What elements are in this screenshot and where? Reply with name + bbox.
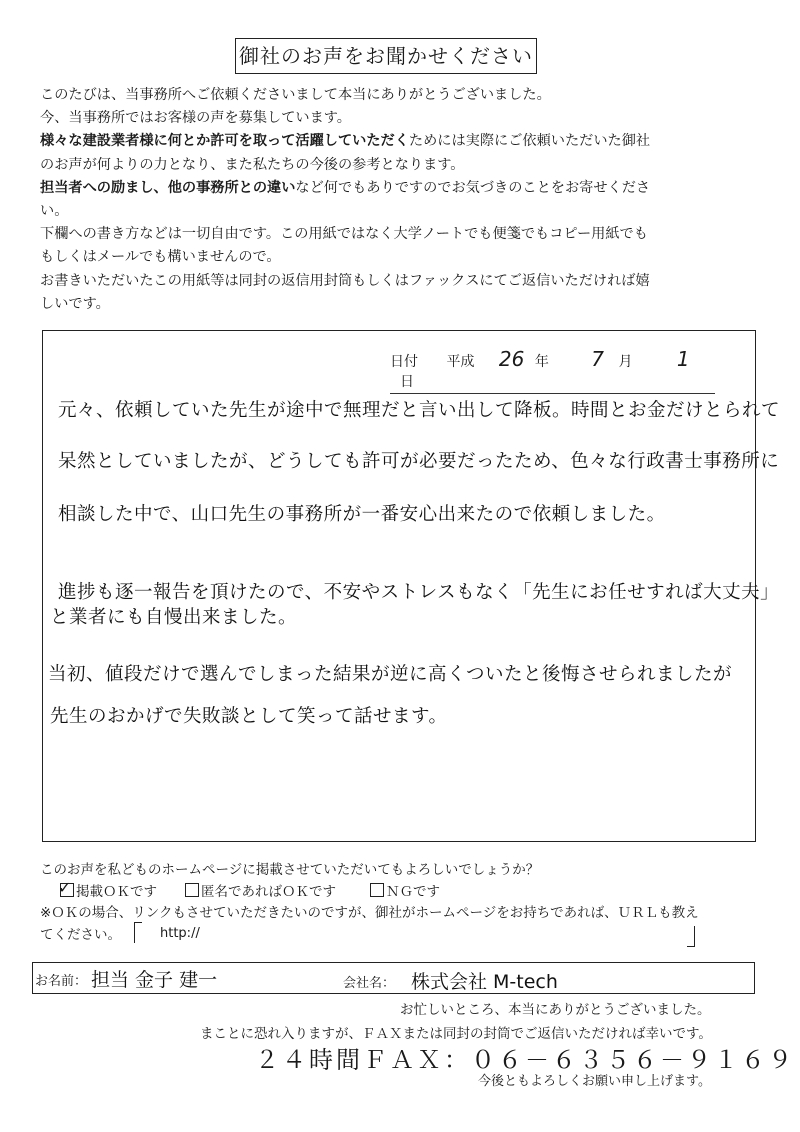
consent-ok-label: 掲載ＯＫです [76, 884, 157, 900]
date-label: 日付 [390, 354, 418, 370]
handwritten-line: 呆然としていましたが、どうしても許可が必要だったため、色々な行政書士事務所に [58, 451, 780, 472]
consent-ng-label: ＮＧです [386, 884, 440, 900]
date-day: 1 [676, 347, 690, 371]
intro-line: い。 [40, 203, 69, 220]
intro-line [40, 130, 760, 153]
intro-line: しいです。 [40, 295, 110, 312]
page-title: 御社のお声をお聞かせください [235, 38, 537, 74]
footer-thanks: お忙しいところ、本当にありがとうございました。 [400, 1002, 711, 1018]
date-month: 7 [591, 347, 604, 371]
handwritten-line: 元々、依頼していた先生が途中で無理だと言い出して降板。時間とお金だけとられて [58, 400, 781, 421]
consent-ng-option[interactable] [370, 880, 440, 900]
date-year-unit: 年 [534, 354, 549, 370]
consent-anonymous-label: 匿名であればＯＫです [201, 884, 336, 900]
consent-anonymous-checkbox[interactable] [185, 883, 199, 897]
url-bracket-left [134, 922, 142, 943]
intro-rest: など何でもありですのでお気づきのことをお寄せくださ [295, 179, 651, 196]
handwritten-line: 当初、値段だけで選んでしまった結果が逆に高くついたと後悔させられましたが [48, 664, 733, 685]
date-line [390, 347, 715, 394]
date-day-unit: 日 [400, 374, 414, 390]
link-note-line: てください。 [40, 927, 121, 943]
intro-line: 今、当事務所ではお客様の声を募集しています。 [40, 110, 351, 127]
url-bracket-right [687, 926, 695, 947]
handwritten-line: と業者にも自慢出来ました。 [50, 607, 298, 628]
footer-request: まことに恐れ入りますが、ＦＡＸまたは同封の封筒でご返信いただければ幸いです。 [200, 1026, 712, 1042]
consent-ok-checkbox[interactable] [58, 878, 74, 897]
date-month-unit: 月 [618, 354, 633, 370]
check-icon: ✓ [58, 878, 72, 897]
consent-question: このお声を私どものホームページに掲載させていただいてもよろしいでしょうか？ [40, 862, 540, 878]
link-note [40, 902, 760, 946]
consent-anonymous-option[interactable] [185, 880, 336, 900]
name-value: 担当 金子 建一 [91, 969, 218, 991]
url-field[interactable]: http:// [160, 926, 200, 941]
handwritten-line: 相談した中で、山口先生の事務所が一番安心出来たので依頼しました。 [58, 504, 666, 525]
name-company-row [32, 962, 755, 994]
intro-line: のお声が何よりの力となり、また私たちの今後の参考となります。 [40, 156, 465, 173]
intro-line: もしくはメールでも構いませんので。 [40, 249, 281, 266]
fax-number: ２４時間ＦＡＸ：０６－６３５６－９１６９ [255, 1046, 795, 1074]
link-note-line: ※ＯＫの場合、リンクもさせていただきたいのですが、御社がホームページをお持ちであれば、ＵＲＬも教え [40, 905, 699, 921]
consent-ng-checkbox[interactable] [370, 883, 384, 897]
date-year: 26 [498, 347, 525, 371]
intro-line: 下欄への書き方などは一切自由です。この用紙ではなく大学ノートでも便箋でもコピー用紙でも [40, 226, 648, 243]
intro-bold: 様々な建設業者様に何とか許可を取って活躍していただく [40, 133, 409, 150]
handwritten-line: 先生のおかげで失敗談として笑って話せます。 [50, 706, 448, 727]
date-era: 平成 [446, 354, 475, 370]
handwritten-line: 進捗も逐一報告を頂けたので、不安やストレスもなく「先生にお任せすれば大丈夫」 [58, 582, 780, 603]
intro-rest: ためには実際にご依頼いただいた御社 [408, 133, 651, 150]
company-value: 株式会社 M-tech [411, 971, 558, 993]
intro-line: お書きいただいたこの用紙等は同封の返信用封筒もしくはファックスにてご返信いただければ嬉 [40, 272, 650, 289]
consent-ok-option[interactable] [60, 880, 157, 900]
intro-text [40, 84, 760, 316]
footer-closing: 今後ともよろしくお願い申し上げます。 [478, 1074, 711, 1089]
company-label: 会社名： [343, 976, 396, 991]
intro-bold: 担当者への励まし、他の事務所との違い [40, 179, 296, 196]
intro-line: このたびは、当事務所へご依頼くださいまして本当にありがとうございました。 [40, 87, 551, 103]
intro-line [40, 177, 760, 200]
name-label: お名前： [35, 974, 88, 989]
